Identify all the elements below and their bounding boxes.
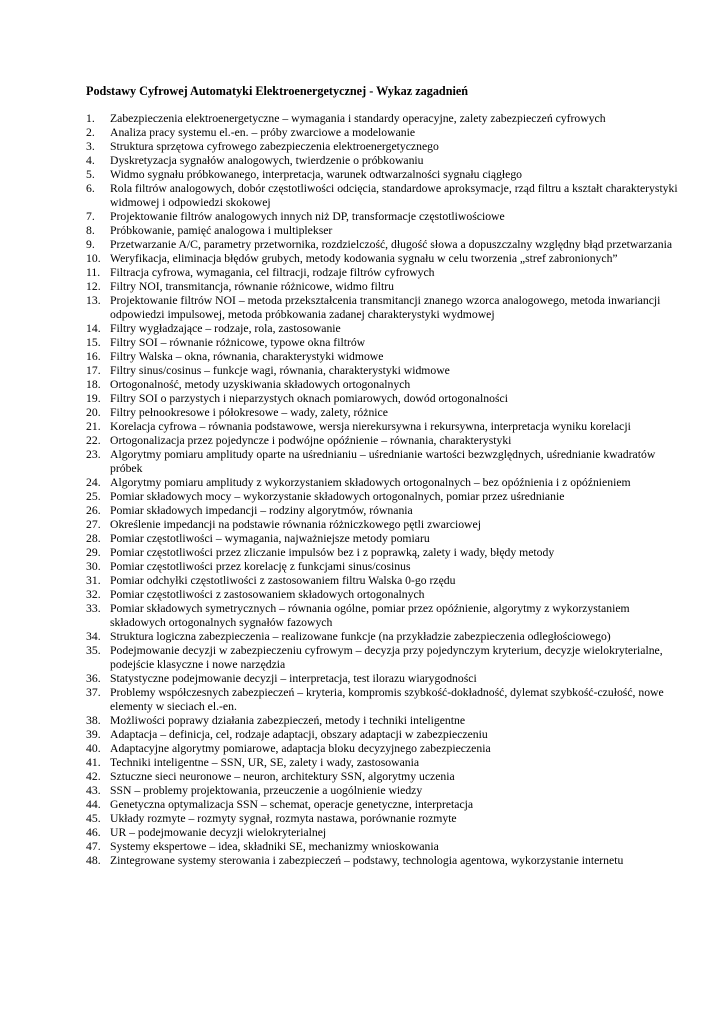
document-title: Podstawy Cyfrowej Automatyki Elektroenergetycznej - Wykaz zagadnień (86, 84, 469, 98)
topic-item (86, 252, 686, 266)
topic-text: Filtracja cyfrowa, wymagania, cel filtracji, rodzaje filtrów cyfrowych (110, 266, 435, 279)
topic-number: 16. (86, 350, 101, 363)
topic-text: Pomiar składowych symetrycznych – równania ogólne, pomiar przez opóźnienie, algorytmy z wykorzystaniem składowych ortogonalnych sygnałów fazowych (110, 602, 630, 629)
topic-item (86, 434, 686, 448)
topic-text: Widmo sygnału próbkowanego, interpretacja, warunek odtwarzalności sygnału ciągłego (110, 168, 523, 181)
topic-number: 37. (86, 686, 101, 699)
topic-item (86, 588, 686, 602)
topic-item (86, 644, 686, 672)
topic-item (86, 742, 686, 756)
topic-item (86, 406, 686, 420)
topic-number: 1. (86, 112, 95, 125)
topic-number: 30. (86, 560, 101, 573)
topic-item (86, 154, 686, 168)
topic-item (86, 812, 686, 826)
topic-item (86, 854, 686, 868)
topic-item (86, 392, 686, 406)
topic-text: Pomiar składowych impedancji – rodziny algorytmów, równania (110, 504, 413, 517)
topic-text: Zintegrowane systemy sterowania i zabezpieczeń – podstawy, technologia agentowa, wykorzystanie internetu (110, 854, 624, 867)
topic-number: 11. (86, 266, 101, 279)
topic-text: SSN – problemy projektowania, przeuczenie a uogólnienie wiedzy (110, 784, 423, 797)
topic-text: Analiza pracy systemu el.-en. – próby zwarciowe a modelowanie (110, 126, 416, 139)
topic-number: 47. (86, 840, 101, 853)
topic-text: Pomiar częstotliwości – wymagania, najważniejsze metody pomiaru (110, 532, 430, 545)
topic-number: 35. (86, 644, 101, 657)
topic-item (86, 504, 686, 518)
topic-number: 7. (86, 210, 95, 223)
topic-item (86, 364, 686, 378)
topic-item (86, 336, 686, 350)
topic-item (86, 574, 686, 588)
topic-number: 32. (86, 588, 101, 601)
topic-item (86, 798, 686, 812)
topic-text: Filtry wygładzające – rodzaje, rola, zastosowanie (110, 322, 341, 335)
topic-item (86, 378, 686, 392)
topic-text: Przetwarzanie A/C, parametry przetwornika, rozdzielczość, długość słowa a dopuszczalny względny błąd przetwarzania (110, 238, 673, 251)
topic-item (86, 602, 686, 630)
topic-text: Struktura logiczna zabezpieczenia – realizowane funkcje (na przykładzie zabezpieczenia odległościowego) (110, 630, 611, 643)
topic-item (86, 294, 686, 322)
topic-text: Adaptacja – definicja, cel, rodzaje adaptacji, obszary adaptacji w zabezpieczeniu (110, 728, 488, 741)
topic-number: 22. (86, 434, 101, 447)
topic-number: 40. (86, 742, 101, 755)
topic-number: 4. (86, 154, 95, 167)
topic-text: Podejmowanie decyzji w zabezpieczeniu cyfrowym – decyzja przy pojedynczym kryterium, decyzje wielokryterialne, podejście klasyczne i nowe narzędzia (110, 644, 663, 671)
topic-text: Pomiar częstotliwości z zastosowaniem składowych ortogonalnych (110, 588, 425, 601)
topic-number: 34. (86, 630, 101, 643)
topic-number: 3. (86, 140, 95, 153)
topic-text: Określenie impedancji na podstawie równania różniczkowego pętli zwarciowej (110, 518, 481, 531)
topic-number: 2. (86, 126, 95, 139)
topic-number: 5. (86, 168, 95, 181)
topic-number: 25. (86, 490, 101, 503)
topic-item (86, 224, 686, 238)
topic-item (86, 140, 686, 154)
topic-text: UR – podejmowanie decyzji wielokryterialnej (110, 826, 327, 839)
topic-number: 8. (86, 224, 95, 237)
topic-number: 48. (86, 854, 101, 867)
topic-number: 23. (86, 448, 101, 461)
topic-text: Struktura sprzętowa cyfrowego zabezpieczenia elektroenergetycznego (110, 140, 439, 153)
topic-text: Sztuczne sieci neuronowe – neuron, architektury SSN, algorytmy uczenia (110, 770, 455, 783)
topic-number: 45. (86, 812, 101, 825)
topic-number: 43. (86, 784, 101, 797)
topic-item (86, 490, 686, 504)
topic-number: 26. (86, 504, 101, 517)
topic-item (86, 784, 686, 798)
topic-item (86, 112, 686, 126)
topic-item (86, 448, 686, 476)
topic-number: 10. (86, 252, 101, 265)
topic-text: Filtry NOI, transmitancja, równanie różnicowe, widmo filtru (110, 280, 394, 293)
topic-text: Dyskretyzacja sygnałów analogowych, twierdzenie o próbkowaniu (110, 154, 424, 167)
topic-item (86, 168, 686, 182)
topic-list (86, 112, 686, 868)
topic-text: Ortogonalizacja przez pojedyncze i podwójne opóźnienie – równania, charakterystyki (110, 434, 512, 447)
topic-item (86, 560, 686, 574)
topic-text: Algorytmy pomiaru amplitudy z wykorzystaniem składowych ortogonalnych – bez opóźnienia i z opóźnieniem (110, 476, 631, 489)
topic-text: Filtry sinus/cosinus – funkcje wagi, równania, charakterystyki widmowe (110, 364, 450, 377)
topic-number: 20. (86, 406, 101, 419)
topic-text: Genetyczna optymalizacja SSN – schemat, operacje genetyczne, interpretacja (110, 798, 474, 811)
topic-number: 13. (86, 294, 101, 307)
topic-text: Techniki inteligentne – SSN, UR, SE, zalety i wady, zastosowania (110, 756, 420, 769)
topic-number: 14. (86, 322, 101, 335)
topic-text: Pomiar odchyłki częstotliwości z zastosowaniem filtru Walska 0-go rzędu (110, 574, 456, 587)
topic-number: 19. (86, 392, 101, 405)
topic-number: 42. (86, 770, 101, 783)
topic-text: Projektowanie filtrów analogowych innych niż DP, transformacje częstotliwościowe (110, 210, 505, 223)
topic-item (86, 210, 686, 224)
topic-item (86, 756, 686, 770)
topic-item (86, 630, 686, 644)
topic-number: 21. (86, 420, 101, 433)
topic-text: Filtry SOI – równanie różnicowe, typowe okna filtrów (110, 336, 366, 349)
topic-item (86, 714, 686, 728)
topic-item (86, 532, 686, 546)
topic-item (86, 770, 686, 784)
topic-text: Pomiar częstotliwości przez korelację z funkcjami sinus/cosinus (110, 560, 411, 573)
topic-number: 31. (86, 574, 101, 587)
topic-item (86, 182, 686, 210)
topic-number: 28. (86, 532, 101, 545)
topic-item (86, 420, 686, 434)
topic-item (86, 126, 686, 140)
topic-item (86, 518, 686, 532)
topic-text: Zabezpieczenia elektroenergetyczne – wymagania i standardy operacyjne, zalety zabezpieczeń cyfrowych (110, 112, 606, 125)
topic-text: Filtry Walska – okna, równania, charakterystyki widmowe (110, 350, 384, 363)
topic-item (86, 728, 686, 742)
topic-item (86, 840, 686, 854)
topic-number: 9. (86, 238, 95, 251)
topic-text: Weryfikacja, eliminacja błędów grubych, metody kodowania sygnału w celu tworzenia „stref zabronionych” (110, 252, 618, 265)
topic-text: Układy rozmyte – rozmyty sygnał, rozmyta nastawa, porównanie rozmyte (110, 812, 457, 825)
topic-number: 29. (86, 546, 101, 559)
topic-text: Próbkowanie, pamięć analogowa i multiplekser (110, 224, 333, 237)
topic-number: 38. (86, 714, 101, 727)
topic-text: Problemy współczesnych zabezpieczeń – kryteria, kompromis szybkość-dokładność, dylemat szybkość-czułość, nowe elementy w sieciach el.-en. (110, 686, 664, 713)
topic-number: 39. (86, 728, 101, 741)
topic-text: Rola filtrów analogowych, dobór częstotliwości odcięcia, standardowe aproksymacje, rząd filtru a kształt charakterystyki widmowej i odpowiedzi skokowej (110, 182, 678, 209)
topic-text: Korelacja cyfrowa – równania podstawowe, wersja nierekursywna i rekursywna, interpretacja wyniku korelacji (110, 420, 631, 433)
topic-number: 36. (86, 672, 101, 685)
topic-item (86, 546, 686, 560)
topic-text: Ortogonalność, metody uzyskiwania składowych ortogonalnych (110, 378, 411, 391)
topic-item (86, 238, 686, 252)
topic-number: 6. (86, 182, 95, 195)
topic-number: 12. (86, 280, 101, 293)
topic-text: Filtry pełnookresowe i półokresowe – wady, zalety, różnice (110, 406, 388, 419)
topic-number: 17. (86, 364, 101, 377)
topic-item (86, 686, 686, 714)
topic-text: Projektowanie filtrów NOI – metoda przekształcenia transmitancji znanego wzorca analogowego, metoda inwariancji odpowiedzi impulsowej, metoda próbkowania zadanej charakterystyki wydmowej (110, 294, 661, 321)
topic-item (86, 476, 686, 490)
topic-item (86, 280, 686, 294)
topic-text: Statystyczne podejmowanie decyzji – interpretacja, test ilorazu wiarygodności (110, 672, 477, 685)
topic-item (86, 350, 686, 364)
topic-text: Adaptacyjne algorytmy pomiarowe, adaptacja bloku decyzyjnego zabezpieczenia (110, 742, 491, 755)
topic-number: 46. (86, 826, 101, 839)
topic-text: Możliwości poprawy działania zabezpieczeń, metody i techniki inteligentne (110, 714, 466, 727)
topic-number: 41. (86, 756, 101, 769)
topic-number: 15. (86, 336, 101, 349)
topic-item (86, 322, 686, 336)
topic-text: Filtry SOI o parzystych i nieparzystych oknach pomiarowych, dowód ortogonalności (110, 392, 508, 405)
topic-number: 33. (86, 602, 101, 615)
topic-item (86, 266, 686, 280)
topic-text: Pomiar składowych mocy – wykorzystanie składowych ortogonalnych, pomiar przez uśrednianie (110, 490, 565, 503)
topic-text: Systemy ekspertowe – idea, składniki SE, mechanizmy wnioskowania (110, 840, 439, 853)
topic-text: Algorytmy pomiaru amplitudy oparte na uśrednianiu – uśrednianie wartości bezwzględnych, uśrednianie kwadratów próbek (110, 448, 656, 475)
topic-item (86, 672, 686, 686)
topic-number: 44. (86, 798, 101, 811)
topic-number: 27. (86, 518, 101, 531)
topic-number: 18. (86, 378, 101, 391)
topic-number: 24. (86, 476, 101, 489)
topic-item (86, 826, 686, 840)
topic-text: Pomiar częstotliwości przez zliczanie impulsów bez i z poprawką, zalety i wady, błędy metody (110, 546, 555, 559)
